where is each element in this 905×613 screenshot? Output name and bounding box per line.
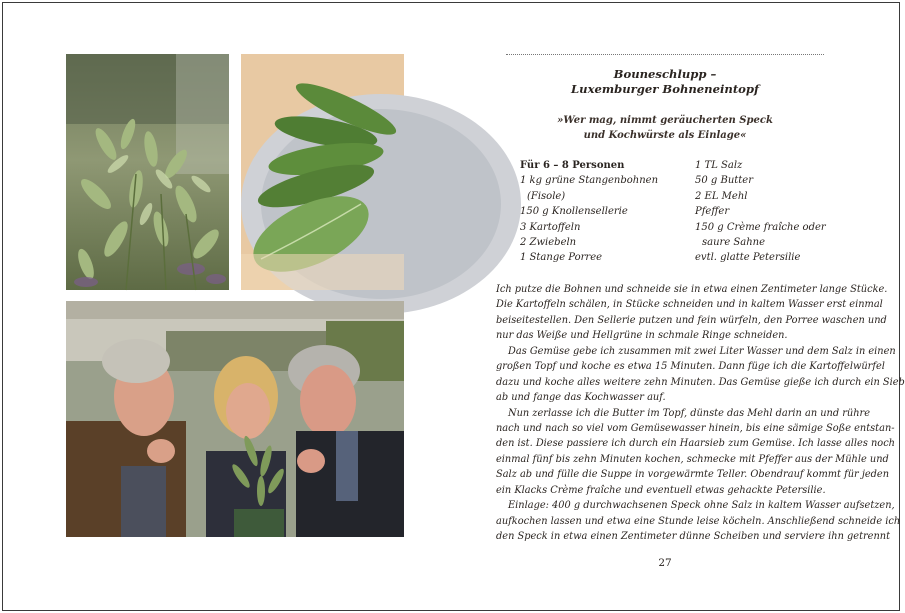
body-line: Salz ab und fülle die Suppe in vorgewärmte Teller. Obendrauf kommt für jeden	[496, 469, 890, 481]
body-line: Die Kartoffeln schälen, in Stücke schneiden und in kaltem Wasser erst einmal	[496, 299, 883, 311]
ingredient-item: 1 TL Salz	[695, 160, 743, 171]
recipe-subtitle-line1: »Wer mag, nimmt geräucherten Speck	[557, 115, 773, 126]
body-line: einmal fünf bis zehn Minuten kochen, schmecke mit Pfeffer aus der Mühle und	[496, 453, 889, 465]
body-line: den Speck in etwa einen Zentimeter dünne Scheiben und serviere ihn getrennt	[496, 531, 891, 542]
ingredient-item: 3 Kartoffeln	[520, 221, 581, 233]
recipe-subtitle-line2: und Kochwürste als Einlage«	[583, 130, 747, 141]
ingredient-item: 150 g Crème fraîche oder	[695, 221, 826, 233]
ingredient-item: 1 kg grüne Stangenbohnen	[520, 175, 659, 187]
ingredient-item: Pfeffer	[695, 206, 730, 218]
ingredient-item: saure Sahne	[702, 237, 766, 249]
ingredients-right-column	[695, 158, 826, 266]
photo-sage-leaves	[241, 54, 404, 290]
photo-herb-plant	[66, 54, 229, 290]
body-line: Das Gemüse gebe ich zusammen mit zwei Liter Wasser und dem Salz in einen	[508, 345, 896, 357]
ingredient-item: 50 g Butter	[695, 175, 754, 187]
body-line: Einlage: 400 g durchwachsenen Speck ohne Salz in kaltem Wasser aufsetzen,	[508, 500, 895, 512]
body-line: Ich putze die Bohnen und schneide sie in etwa einen Zentimeter lange Stücke.	[496, 284, 888, 295]
dotted-divider	[506, 54, 824, 55]
body-line: nach und nach so viel vom Gemüsewasser hinein, bis eine sämige Soße entstan-	[496, 422, 895, 434]
body-line: aufkochen lassen und etwa eine Stunde leise köcheln. Anschließend schneide ich	[496, 515, 901, 527]
recipe-title-line2: Luxemburger Bohneneintopf	[571, 82, 759, 96]
servings-header: Für 6 – 8 Personen	[520, 160, 625, 171]
recipe-title-line1: Bouneschlupp –	[613, 67, 717, 81]
body-line: nur das Weiße und Hellgrüne in schmale Ringe schneiden.	[496, 330, 788, 342]
ingredient-item: 2 Zwiebeln	[520, 237, 577, 249]
body-line: ab und fange das Kochwasser auf.	[496, 392, 666, 404]
ingredient-item: 2 EL Mehl	[695, 190, 748, 202]
body-line: Nun zerlasse ich die Butter im Topf, dünste das Mehl darin an und rühre	[508, 407, 871, 419]
body-line: beiseitestellen. Den Sellerie putzen und fein würfeln, den Porree waschen und	[496, 314, 887, 326]
body-line: dazu und koche alles weitere zehn Minuten. Das Gemüse gieße ich durch ein Sieb	[496, 376, 905, 388]
body-line: ein Klacks Crème fraîche und eventuell etwas gehackte Petersilie.	[496, 484, 826, 496]
ingredient-item: 1 Stange Porree	[520, 252, 603, 264]
ingredient-item: 150 g Knollensellerie	[520, 206, 628, 218]
body-line: den ist. Diese passiere ich durch ein Haarsieb zum Gemüse. Ich lasse alles noch	[496, 438, 895, 450]
page-number: 27	[658, 557, 672, 569]
ingredient-item: (Fisole)	[527, 190, 566, 202]
body-line: großen Topf und koche es etwa 15 Minuten. Dann füge ich die Kartoffelwürfel	[496, 361, 885, 373]
ingredient-item: evtl. glatte Petersilie	[695, 252, 801, 264]
photo-people-with-herb	[66, 301, 404, 537]
ingredients-left-column	[520, 158, 658, 266]
recipe-body-text	[496, 282, 905, 544]
